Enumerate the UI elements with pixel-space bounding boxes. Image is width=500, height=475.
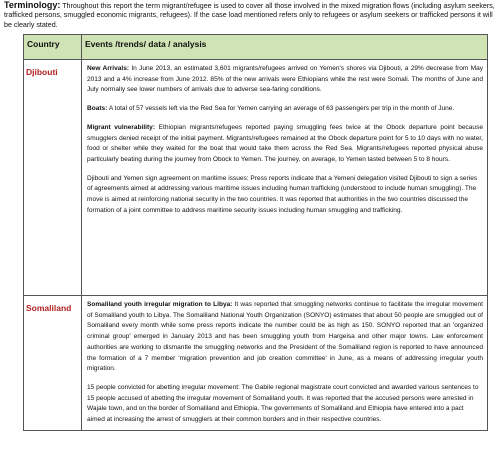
paragraph-text: The Gabile regional magistrate court convicted and awarded various sentences to 15 people accused of abetting the irregular movement of Somaliland youth. It was reported that the accused persons were arrested in Wajale town, and on the border of Somaliland and Ethiopia. The governments of Somaliland and Ethiopia have entered into a pact aimed at increasing the arrest of smugglers at their common borders and in their respective countries. — [87, 383, 479, 424]
paragraph-text: Ethiopian migrants/refugees reported paying smuggling fees twice at the Obock departure point because smugglers denied receipt of the initial payment. Migrants/refugees remained at the Obock departure point for 5 to 10 days with no water, food or shelter while they waited for the boat that would take them across the Red Sea. Migrants/refugees reported physical abuse particularly beating during the journey from Obock to Yemen. The journey, on average, to Yemen lasted between 5 to 8 hours. — [87, 123, 483, 163]
terminology-note — [4, 1, 496, 30]
paragraph-youth-migration — [87, 300, 483, 375]
header-country: Country — [24, 35, 82, 60]
paragraph-maritime-agreement — [87, 174, 483, 217]
paragraph-heading: Boats: — [87, 105, 108, 113]
paragraph-migrant-vulnerability — [87, 123, 483, 166]
table-row — [24, 296, 488, 431]
paragraph-text: It was reported that smuggling networks continue to facilitate the irregular movement of Somaliland youth to Libya. The Somaliland National Youth Organization (SONYO) estimates that about 50 people are smuggled out of Somaliland every month while some press reports indicate the number could be as high as 150. SONYO reported that an 'organized criminal group' emerged in January 2013 and has been smuggling youth from Hargeisa and other major towns. Law enforcement authorities are working to dismantle the smuggling networks and the President of the Somaliland region is reported to have announced the formation of a 7 member 'migration prevention and job creation committee' in June, as a means of addressing irregular youth migration. — [87, 301, 483, 373]
paragraph-heading: 15 people convicted for abetting irregular movement: — [87, 383, 240, 391]
paragraph-new-arrivals — [87, 64, 483, 96]
paragraph-heading: Djibouti and Yemen sign agreement on maritime issues: — [87, 174, 249, 182]
terminology-text: Throughout this report the term migrant/refugee is used to cover all those involved in the mixed migration flows (including asylum seekers, trafficked persons, smuggled economic migrants, refugees). If the case load mentioned refers only to refugees or asylum seekers or trafficked persons it will be clearly stated. — [4, 2, 495, 29]
events-cell — [82, 296, 488, 431]
paragraph-heading: Migrant vulnerability: — [87, 123, 156, 131]
country-cell: Somaliland — [24, 296, 82, 431]
events-cell — [82, 60, 488, 296]
paragraph-heading: Somaliland youth irregular migration to Libya: — [87, 301, 233, 308]
country-cell: Djibouti — [24, 60, 82, 296]
paragraph-convictions — [87, 383, 483, 426]
paragraph-boats — [87, 104, 483, 115]
paragraph-text: Press reports indicate that a Yemeni delegation visited Djibouti to sign a series of agreements aimed at addressing various maritime issues including human trafficking (understood to include human smuggling). The move is aimed at reinforcing national security in the two countries. It was reported that authorities in the two countries discussed the formation of a joint committee to address maritime security issues including human smuggling and trafficking. — [87, 174, 478, 214]
table-row — [24, 60, 488, 296]
events-table — [23, 34, 488, 431]
header-events: Events /trends/ data / analysis — [82, 35, 488, 60]
paragraph-text: In June 2013, an estimated 3,601 migrants/refugees arrived on Yemen's shores via Djibouti, a 29% decrease from May 2013 and a 4% increase from June 2012. 85% of the new arrivals were Ethiopians while the rest were Somali. The months of June and July normally see lower numbers of arrivals due to adverse sea-faring conditions. — [87, 65, 483, 94]
table-header-row — [24, 35, 488, 60]
paragraph-text: A total of 57 vessels left via the Red Sea for Yemen carrying an average of 63 passengers per trip in the month of June. — [107, 105, 455, 113]
paragraph-heading: New Arrivals: — [87, 65, 130, 72]
terminology-heading: Terminology: — [4, 0, 61, 10]
